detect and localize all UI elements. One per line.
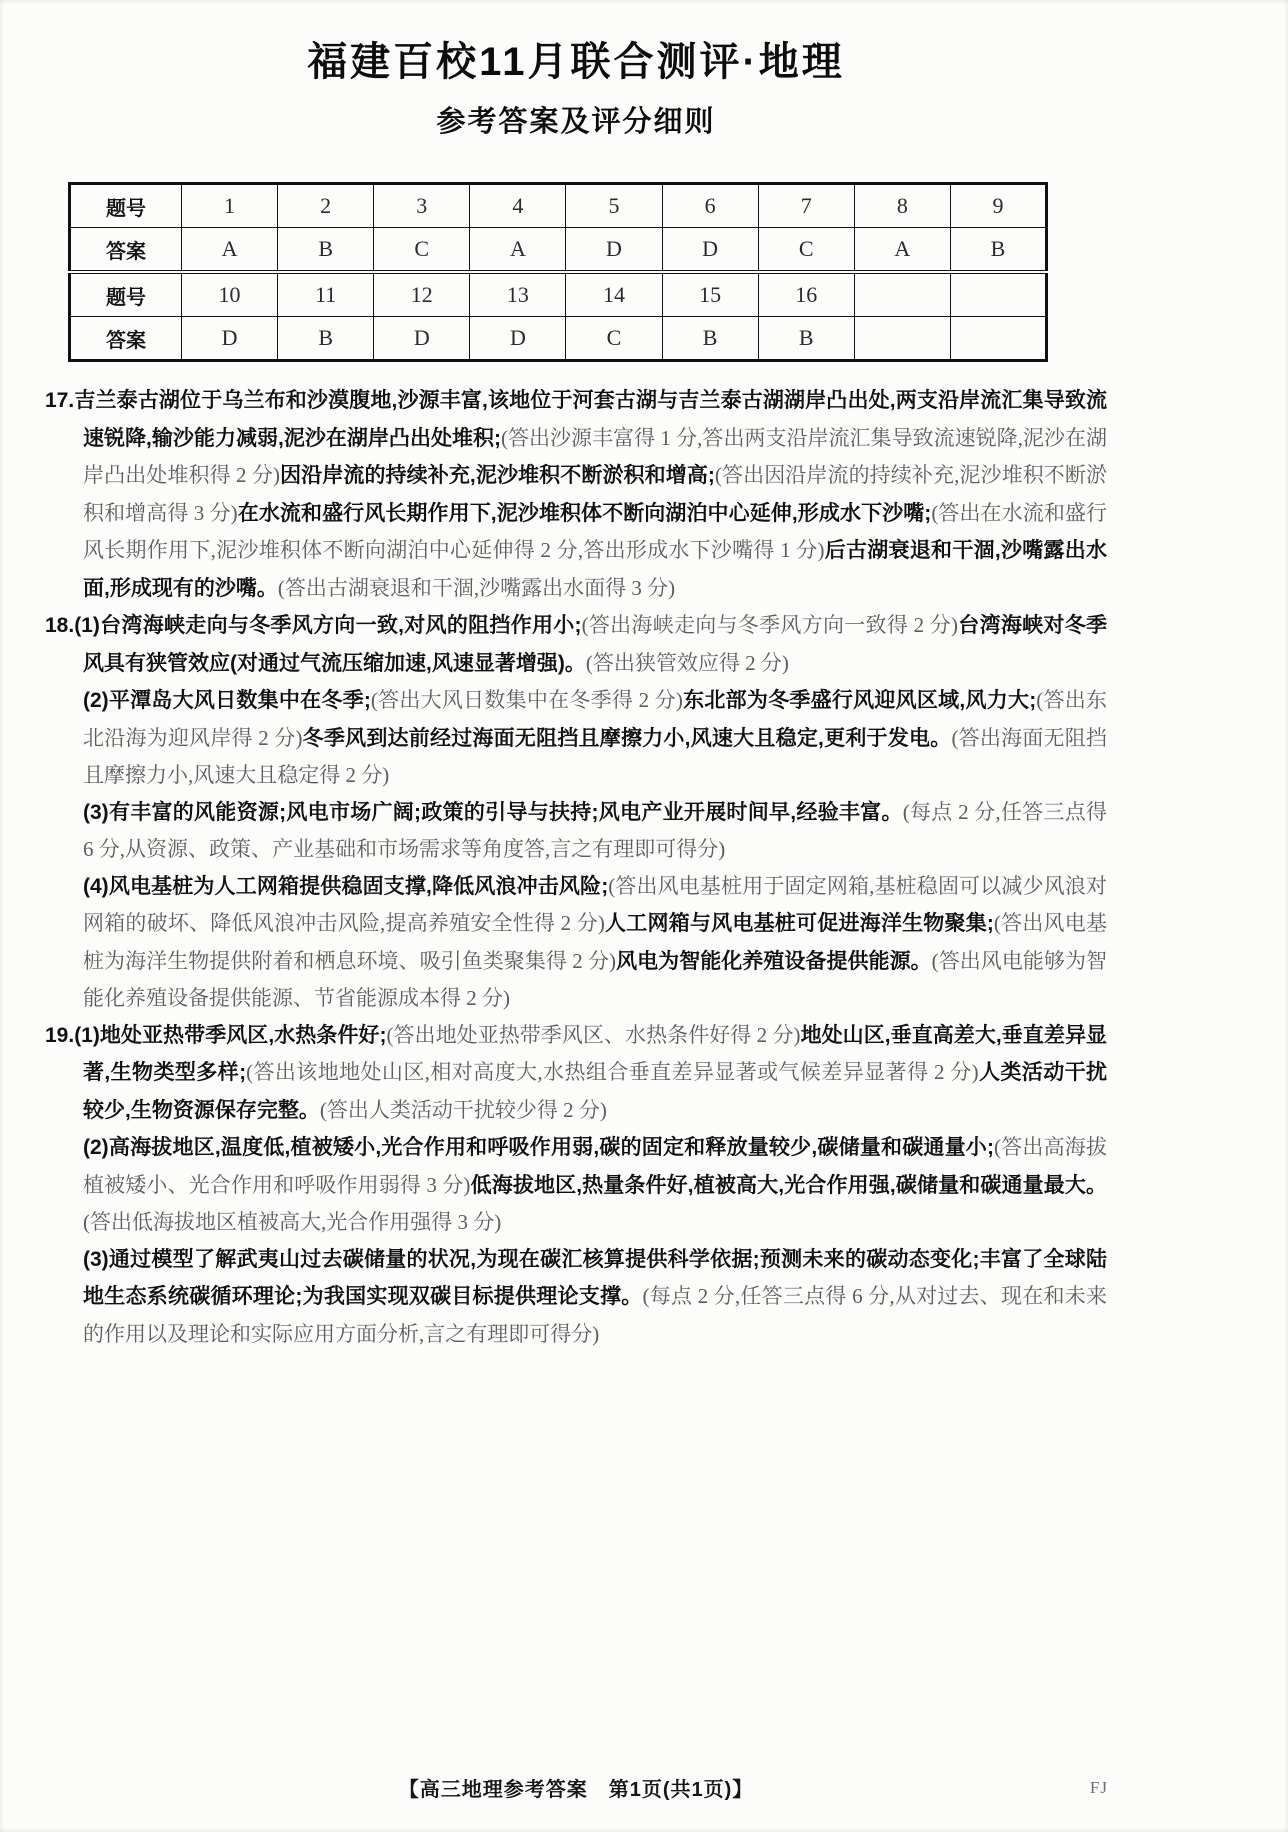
question-number-cell: 15 bbox=[662, 272, 758, 317]
footer-region-code: FJ bbox=[1089, 1778, 1108, 1797]
score-note-segment: (答出风电能够为智能化养殖设备提供能源、节省能源成本得 2 分) bbox=[83, 948, 1107, 1010]
score-note-segment: (每点 2 分,任答三点得 6 分,从对过去、现在和未来的作用以及理论和实际应用方面分析,言之有理即可得分) bbox=[83, 1284, 1107, 1346]
row-label-cell: 题号 bbox=[70, 272, 182, 317]
score-note-segment: (答出海峡走向与冬季风方向一致得 2 分) bbox=[581, 613, 958, 637]
question-number-cell: 5 bbox=[566, 184, 662, 228]
answer-letter-cell: B bbox=[662, 317, 758, 361]
row-label-cell: 答案 bbox=[70, 317, 182, 361]
score-note-segment: (答出狭管效应得 2 分) bbox=[585, 650, 789, 675]
answer-letter-cell: C bbox=[374, 228, 470, 273]
answer-letter-cell: C bbox=[566, 317, 662, 361]
answer-letter-cell: D bbox=[662, 228, 758, 273]
question-number-cell: 8 bbox=[854, 184, 950, 228]
score-note-segment: (答出风电基桩为海洋生物提供附着和栖息环境、吸引鱼类聚集得 2 分) bbox=[83, 911, 1107, 973]
score-note-segment: (答出古湖衰退和干涸,沙嘴露出水面得 3 分) bbox=[277, 575, 676, 600]
answer-letter-cell bbox=[854, 317, 950, 361]
question-number-cell: 6 bbox=[662, 184, 758, 228]
row-label-cell: 题号 bbox=[70, 184, 182, 228]
answers-section bbox=[45, 382, 1107, 1352]
score-note-segment: (答出沙源丰富得 1 分,答出两支沿岸流汇集导致流速锐降,泥沙在湖岸凸出处堆积得 2 分) bbox=[83, 425, 1107, 487]
score-note-segment: (答出海面无阻挡且摩擦力小,风速大且稳定得 2 分) bbox=[83, 725, 1107, 787]
table-row bbox=[70, 228, 1047, 273]
score-note-segment: (答出风电基桩用于固定网箱,基桩稳固可以减少风浪对网箱的破坏、降低风浪冲击风险,提高养殖安全性得 2 分) bbox=[83, 873, 1107, 935]
page-title: 福建百校11月联合测评·地理 bbox=[307, 40, 845, 84]
footer-page-label: 【高三地理参考答案 第1页(共1页)】 bbox=[398, 1779, 754, 1801]
answer-text-segment: 因沿岸流的持续补充,泥沙堆积不断淤积和增高; bbox=[279, 464, 715, 487]
question-number-cell: 11 bbox=[278, 272, 374, 317]
answer-letter-cell: B bbox=[758, 317, 854, 361]
score-note-segment: (答出高海拔植被矮小、光合作用和呼吸作用弱得 3 分) bbox=[83, 1135, 1108, 1197]
answer-paragraph-q18 bbox=[83, 682, 1107, 794]
score-note-segment: (答出该地地处山区,相对高度大,水热组合垂直差异显著或气候差异显著得 2 分) bbox=[246, 1060, 979, 1084]
answer-letter-cell: B bbox=[278, 317, 374, 361]
page-subtitle: 参考答案及评分细则 bbox=[436, 106, 716, 138]
question-number-cell: 16 bbox=[758, 272, 854, 317]
score-note-segment: (答出人类活动干扰较少得 2 分) bbox=[319, 1097, 607, 1122]
table-row bbox=[70, 184, 1047, 228]
question-number-cell bbox=[950, 272, 1046, 317]
answer-text-segment: 地处山区,垂直高差大,垂直差异显著,生物类型多样; bbox=[83, 1023, 1107, 1084]
answer-paragraph-q18 bbox=[83, 868, 1107, 1017]
answer-text-segment: 人类活动干扰较少,生物资源保存完整。 bbox=[83, 1061, 1108, 1122]
answer-text-segment: (2)高海拔地区,温度低,植被矮小,光合作用和呼吸作用弱,碳的固定和释放量较少,碳储量和碳通量小; bbox=[83, 1136, 995, 1159]
row-label-cell: 答案 bbox=[70, 228, 182, 273]
answer-paragraph-q19 bbox=[83, 1241, 1107, 1353]
answer-letter-cell: B bbox=[278, 228, 374, 273]
answer-text-segment: (3)通过模型了解武夷山过去碳储量的状况,为现在碳汇核算提供科学依据;预测未来的碳动态变化;丰富了全球陆地生态系统碳循环理论;为我国实现双碳目标提供理论支撑。 bbox=[83, 1247, 1107, 1308]
question-number-cell: 10 bbox=[182, 272, 278, 317]
answer-text-segment: 人工网箱与风电基桩可促进海洋生物聚集; bbox=[604, 912, 994, 935]
answer-text-segment: 冬季风到达前经过海面无阻挡且摩擦力小,风速大且稳定,更利于发电。 bbox=[302, 726, 952, 750]
answer-text-segment: 在水流和盛行风长期作用下,泥沙堆积体不断向湖泊中心延伸,形成水下沙嘴; bbox=[237, 501, 932, 525]
answer-text-segment: (3)有丰富的风能资源;风电市场广阔;政策的引导与扶持;风电产业开展时间早,经验丰富。 bbox=[83, 800, 903, 824]
answer-text-segment: 低海拔地区,热量条件好,植被高大,光合作用强,碳储量和碳通量最大。 bbox=[470, 1173, 1107, 1197]
answer-letter-cell: A bbox=[182, 228, 278, 273]
answer-text-segment: 风电为智能化养殖设备提供能源。 bbox=[616, 949, 932, 973]
answer-text-segment: 17.吉兰泰古湖位于乌兰布和沙漠腹地,沙源丰富,该地位于河套古湖与吉兰泰古湖湖岸凸出处,两支沿岸流汇集导致流速锐降,输沙能力减弱,泥沙在湖岸凸出处堆积; bbox=[45, 389, 1107, 450]
answer-letter-cell: A bbox=[470, 228, 566, 273]
answer-text-segment: 后古湖衰退和干涸,沙嘴露出水面,形成现有的沙嘴。 bbox=[83, 539, 1107, 600]
answer-paragraph-q17 bbox=[45, 382, 1107, 607]
answer-text-segment: 东北部为冬季盛行风迎风区域,风力大; bbox=[682, 689, 1037, 712]
answer-letter-cell: D bbox=[182, 317, 278, 361]
answer-letter-cell: D bbox=[374, 317, 470, 361]
score-note-segment: (答出因沿岸流的持续补充,泥沙堆积不断淤积和增高得 3 分) bbox=[83, 463, 1107, 525]
question-number-cell: 3 bbox=[374, 184, 470, 228]
answer-paragraph-q19 bbox=[83, 1129, 1107, 1241]
answer-letter-cell: D bbox=[566, 228, 662, 273]
score-note-segment: (答出大风日数集中在冬季得 2 分) bbox=[370, 688, 683, 712]
question-number-cell: 9 bbox=[950, 184, 1046, 228]
question-number-cell: 2 bbox=[278, 184, 374, 228]
answer-paragraph-q19 bbox=[45, 1017, 1108, 1130]
answer-letter-cell bbox=[950, 317, 1046, 361]
score-note-segment: (答出东北沿海为迎风岸得 2 分) bbox=[83, 688, 1107, 750]
answer-text-segment: (4)风电基桩为人工网箱提供稳固支撑,降低风浪冲击风险; bbox=[83, 874, 609, 898]
answer-text-segment: 19.(1)地处亚热带季风区,水热条件好; bbox=[45, 1023, 387, 1047]
answer-paragraph-q18 bbox=[83, 794, 1107, 868]
answer-table bbox=[68, 182, 1048, 362]
answer-letter-cell: C bbox=[758, 228, 854, 273]
answer-letter-cell: B bbox=[950, 228, 1046, 273]
answer-table-body bbox=[70, 184, 1047, 361]
question-number-cell: 7 bbox=[758, 184, 854, 228]
question-number-cell: 14 bbox=[566, 272, 662, 317]
score-note-segment: (答出在水流和盛行风长期作用下,泥沙堆积体不断向湖泊中心延伸得 2 分,答出形成水下沙嘴得 1 分) bbox=[83, 500, 1107, 562]
table-row bbox=[70, 317, 1047, 361]
answer-text-segment: (2)平潭岛大风日数集中在冬季; bbox=[83, 689, 371, 712]
score-note-segment: (答出低海拔地区植被高大,光合作用强得 3 分) bbox=[83, 1210, 502, 1234]
score-note-segment: (答出地处亚热带季风区、水热条件好得 2 分) bbox=[386, 1022, 801, 1047]
question-number-cell bbox=[854, 272, 950, 317]
question-number-cell: 4 bbox=[470, 184, 566, 228]
answer-paragraph-q18 bbox=[45, 607, 1108, 682]
answer-text-segment: 18.(1)台湾海峡走向与冬季风方向一致,对风的阻挡作用小; bbox=[45, 614, 582, 637]
score-note-segment: (每点 2 分,任答三点得 6 分,从资源、政策、产业基础和市场需求等角度答,言之有理即可得分) bbox=[83, 799, 1107, 861]
answer-letter-cell: D bbox=[470, 317, 566, 361]
answer-text-segment: 台湾海峡对冬季风具有狭管效应(对通过气流压缩加速,风速显著增强)。 bbox=[83, 614, 1108, 675]
content-area bbox=[45, 30, 1107, 1352]
question-number-cell: 12 bbox=[374, 272, 470, 317]
answer-letter-cell: A bbox=[854, 228, 950, 273]
table-row bbox=[70, 272, 1047, 317]
question-number-cell: 1 bbox=[182, 184, 278, 228]
question-number-cell: 13 bbox=[470, 272, 566, 317]
